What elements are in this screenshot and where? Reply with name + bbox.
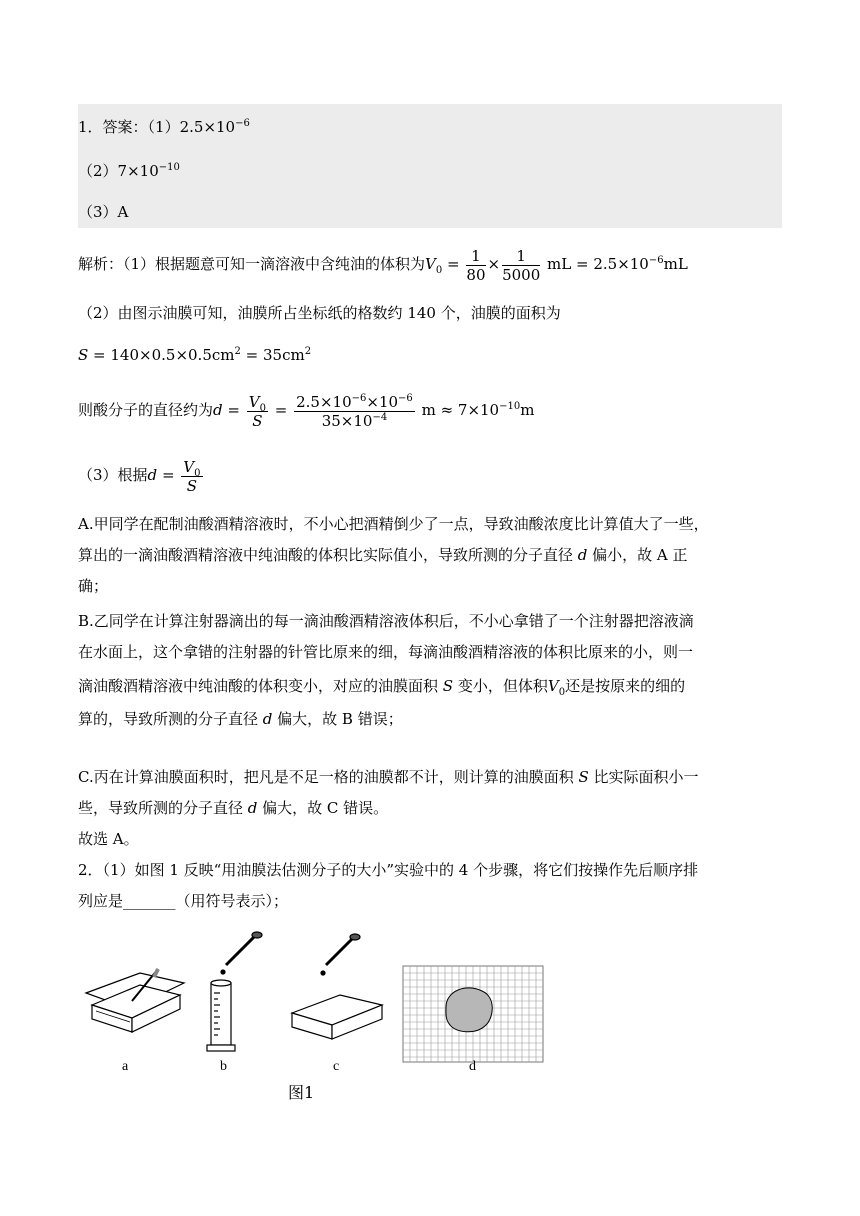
- v0-sub: 0: [558, 687, 566, 698]
- option-b-line-2: 在水面上，这个拿错的注射器的针管比原来的细，每滴油酸酒精溶液的体积比原来的小，则一: [78, 643, 694, 661]
- answer-1-text: 1．答案：（1）2.5×10: [78, 118, 236, 136]
- times: ×: [487, 255, 501, 273]
- figure-label-a: a: [122, 1059, 129, 1074]
- d-symbol: d: [147, 466, 158, 484]
- area-result: = 35cm: [240, 346, 305, 364]
- water-tray-illustration: [292, 934, 382, 1039]
- figure-1: [0, 925, 860, 1125]
- graduated-cylinder-illustration: [207, 932, 262, 1051]
- figure-label-b: b: [220, 1059, 227, 1074]
- v0-sub: 0: [259, 402, 266, 414]
- v0-symbol: V: [248, 392, 260, 411]
- frac-den: 5000: [502, 265, 541, 284]
- answer-line-1: [78, 116, 250, 138]
- answer-line-2: [78, 160, 180, 182]
- answer-1-exp: −6: [235, 118, 250, 129]
- frac-num: 1: [502, 247, 540, 266]
- num-exp-2: −6: [398, 392, 413, 404]
- num-text: 2.5×10: [296, 392, 352, 411]
- option-a-line-1: A.甲同学在配制油酸酒精溶液时，不小心把酒精倒少了一点，导致油酸浓度比计算值大了一些，: [78, 515, 709, 533]
- analysis-1-lead: 解析：（1）根据题意可知一滴溶液中含纯油的体积为: [78, 255, 426, 273]
- text: 算的，导致所测的分子直径: [78, 710, 263, 728]
- text: 比实际面积小一: [588, 768, 699, 786]
- analysis-4-lead: 则酸分子的直径约为: [78, 401, 214, 419]
- fraction-1-5000: [502, 247, 540, 284]
- figure-label-d: d: [469, 1059, 476, 1074]
- analysis-line-2: [78, 302, 561, 324]
- grid-paper-oil-film-illustration: [403, 966, 543, 1062]
- d-symbol: d: [213, 401, 223, 419]
- analysis-line-5: [78, 455, 205, 495]
- v0-sub: 0: [194, 467, 201, 479]
- den-exp: −4: [372, 411, 388, 423]
- fraction-numeric: [294, 393, 415, 430]
- figure-caption: 图1: [288, 1083, 315, 1102]
- num-mid: ×10: [366, 392, 399, 411]
- text: 些，导致所测的分子直径: [78, 799, 248, 817]
- option-b-line-3: [78, 668, 784, 704]
- equals: =: [447, 255, 460, 273]
- text: 还是按原来的细的: [565, 677, 686, 695]
- area-exp-2: 2: [304, 346, 312, 357]
- text: 偏大，故 C 错误。: [257, 799, 389, 817]
- equals: =: [161, 466, 175, 484]
- s-symbol: S: [78, 346, 89, 364]
- fraction-v0-s: [181, 458, 202, 495]
- option-a-line-2: [78, 540, 784, 571]
- tray-with-pen-illustration: [86, 969, 184, 1032]
- conclusion-line: 故选 A。: [78, 830, 139, 848]
- analysis-line-1: [78, 245, 688, 284]
- v0-sub: 0: [435, 265, 443, 276]
- v0-symbol: V: [183, 457, 195, 476]
- d-symbol: d: [577, 546, 588, 564]
- question-2-line-1: 2．（1）如图 1 反映“用油膜法估测分子的大小”实验中的 4 个步骤，将它们按操作先后顺序排: [78, 861, 699, 879]
- option-a-line-3: 确；: [78, 577, 109, 595]
- analysis-line-3: [78, 344, 311, 366]
- option-b-line-4: [78, 704, 784, 735]
- option-c-line-2: [78, 793, 784, 824]
- area-formula: = 140×0.5×0.5cm: [88, 346, 235, 364]
- s-symbol: S: [442, 677, 454, 695]
- d-symbol: d: [262, 710, 273, 728]
- num-exp-1: −6: [351, 392, 367, 404]
- text: 偏小，故 A 正: [587, 546, 688, 564]
- equals: =: [227, 401, 240, 419]
- question-2-paragraph: [78, 855, 784, 917]
- analysis-5-lead: （3）根据: [78, 466, 148, 484]
- option-a-paragraph: [78, 509, 784, 602]
- unit: mL: [663, 255, 688, 273]
- option-b-line-1: B.乙同学在计算注射器滴出的每一滴油酸酒精溶液体积后，不小心拿错了一个注射器把溶液滴: [78, 612, 694, 630]
- answer-2-text: （2）7×10: [78, 162, 159, 180]
- result-exp: −6: [648, 255, 664, 266]
- v0-symbol: V: [547, 677, 559, 695]
- figure-label-c: c: [333, 1059, 340, 1074]
- option-c-paragraph: [78, 762, 784, 855]
- question-2-line-2: 列应是_______（用符号表示）；: [78, 892, 289, 910]
- area-exp-1: 2: [234, 346, 241, 357]
- text: 滴油酸酒精溶液中纯油酸的体积变小，对应的油膜面积: [78, 677, 443, 695]
- text: 变小，但体积: [453, 677, 548, 695]
- v0-symbol: V: [425, 255, 436, 273]
- text: 算出的一滴油酸酒精溶液中纯油酸的体积比实际值小，导致所测的分子直径: [78, 546, 578, 564]
- den-text: 35×10: [321, 411, 373, 430]
- fraction-v0-s: [247, 393, 268, 430]
- text: C.丙在计算油膜面积时，把凡是不足一格的油膜都不计，则计算的油膜面积: [78, 768, 579, 786]
- frac-den: 80: [466, 265, 486, 284]
- answer-line-3: [78, 201, 128, 223]
- equals: =: [274, 401, 288, 419]
- unit: m: [520, 401, 535, 419]
- s-symbol: S: [252, 411, 263, 430]
- analysis-2-text: （2）由图示油膜可知，油膜所占坐标纸的格数约 140 个，油膜的面积为: [78, 304, 561, 322]
- text: 偏大，故 B 错误；: [272, 710, 403, 728]
- diameter-result: m ≈ 7×10: [421, 401, 500, 419]
- diameter-exp: −10: [499, 401, 521, 412]
- d-symbol: d: [247, 799, 258, 817]
- option-b-paragraph: [78, 606, 784, 735]
- frac-num: 1: [466, 247, 485, 266]
- analysis-1-result: mL = 2.5×10: [547, 255, 649, 273]
- option-c-line-1: [78, 762, 784, 793]
- analysis-line-4: [78, 390, 534, 430]
- fraction-1-80: [466, 247, 485, 284]
- s-symbol: S: [186, 476, 198, 495]
- answer-2-exp: −10: [158, 162, 180, 173]
- s-symbol: S: [578, 768, 589, 786]
- answer-3-text: （3）A: [78, 203, 129, 221]
